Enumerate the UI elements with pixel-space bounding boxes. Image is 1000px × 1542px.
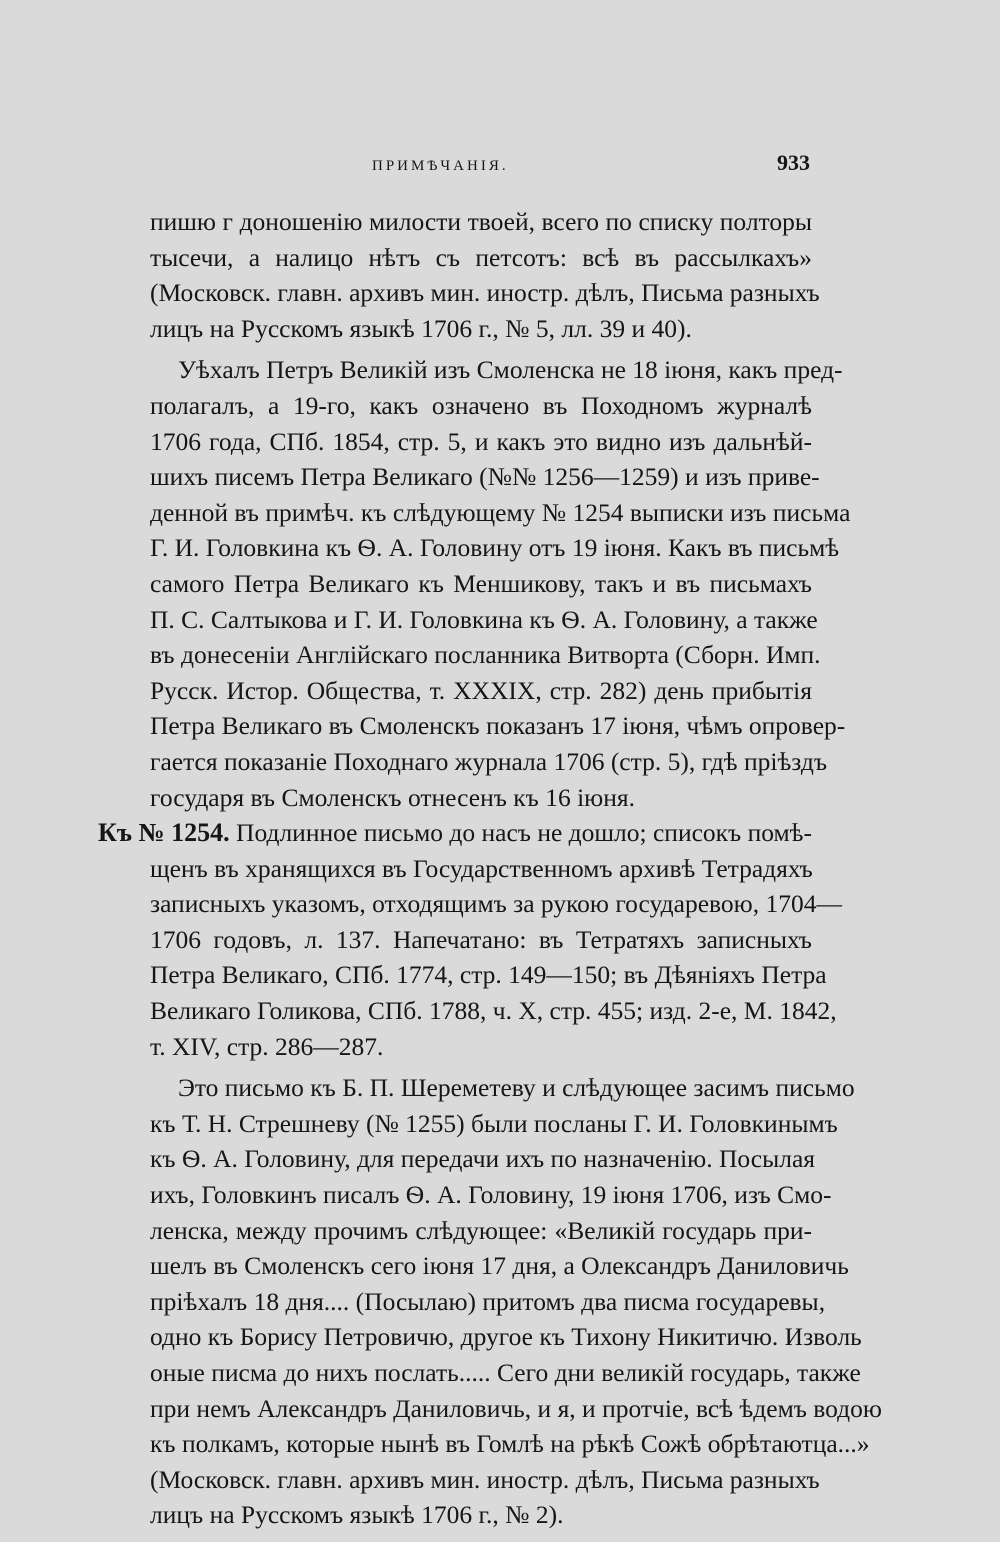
text-line: Это письмо къ Б. П. Шереметеву и слѣдующее засимъ письмо — [178, 1073, 855, 1103]
text-line: одно къ Борису Петровичю, другое къ Тихону Никитичю. Изволь — [150, 1322, 862, 1352]
text-line: Уѣхалъ Петръ Великій изъ Смоленска не 18 іюня, какъ пред- — [178, 355, 843, 385]
text-line: самого Петра Великаго къ Меншикову, такъ и въ письмахъ — [150, 568, 812, 598]
text-line: шелъ въ Смоленскъ сего іюня 17 дня, а Олександръ Даниловичь — [150, 1251, 849, 1281]
text-line: ленска, между прочимъ слѣдующее: «Великій государь при- — [150, 1215, 812, 1245]
text-line: щенъ въ хранящихся въ Государственномъ архивѣ Тетрадяхъ — [150, 853, 813, 883]
text-line: денной въ примѣч. къ слѣдующему № 1254 выписки изъ письма — [150, 497, 851, 527]
text-line: лицъ на Русскомъ языкѣ 1706 г., № 2). — [150, 1500, 564, 1530]
paragraph-continuation — [150, 204, 820, 346]
body-text — [98, 204, 882, 1533]
text-line: при немъ Александръ Даниловичь, и я, и протчіе, всѣ ѣдемъ водою — [150, 1393, 882, 1423]
note-first-text: Подлинное письмо до насъ не дошло; списокъ помѣ- — [236, 818, 813, 848]
paragraph-letter — [150, 1070, 882, 1533]
text-line: гается показаніе Походнаго журнала 1706 (стр. 5), гдѣ пріѣздъ — [150, 746, 828, 776]
text-line: Г. И. Головкина къ Ѳ. А. Головину отъ 19 іюня. Какъ въ письмѣ — [150, 533, 840, 563]
note-first-line — [98, 815, 812, 851]
page-number: 933 — [777, 150, 810, 175]
note-label: Къ № 1254. — [98, 818, 230, 848]
text-line: 1706 года, СПб. 1854, стр. 5, и какъ это видно изъ дальнѣй- — [150, 426, 812, 456]
text-line: Петра Великаго въ Смоленскъ показанъ 17 іюня, чѣмъ опровер- — [150, 711, 846, 741]
text-line: Петра Великаго, СПб. 1774, стр. 149—150; въ Дѣяніяхъ Петра — [150, 960, 827, 990]
text-line: ихъ, Головкинъ писалъ Ѳ. А. Головину, 19 іюня 1706, изъ Смо- — [150, 1180, 832, 1210]
text-line: къ Ѳ. А. Головину, для передачи ихъ по назначенію. Посылая — [150, 1144, 816, 1174]
paragraph-departure — [150, 352, 851, 815]
text-line: (Московск. главн. архивъ мин. иностр. дѣлъ, Письма разныхъ — [150, 1464, 820, 1494]
text-line: къ Т. Н. Стрешневу (№ 1255) были посланы Г. И. Головкинымъ — [150, 1108, 838, 1138]
text-line: къ полкамъ, которые нынѣ въ Гомлѣ на рѣкѣ Сожѣ обрѣтаютца...» — [150, 1429, 870, 1459]
page-header — [150, 150, 814, 180]
text-line: шихъ писемъ Петра Великаго (№№ 1256—1259) и изъ приве- — [150, 462, 820, 492]
text-line: записныхъ указомъ, отходящимъ за рукою государевою, 1704— — [150, 889, 842, 919]
note-1254 — [98, 815, 842, 1064]
text-line: лицъ на Русскомъ языкѣ 1706 г., № 5, лл. 39 и 40). — [150, 313, 692, 343]
text-line: пріѣхалъ 18 дня.... (Посылаю) притомъ два писма государевы, — [150, 1286, 826, 1316]
text-line: т. XIV, стр. 286—287. — [150, 1031, 384, 1061]
text-line: 1706 годовъ, л. 137. Напечатано: въ Тетратяхъ записныхъ — [150, 924, 812, 954]
text-line: оные писма до нихъ послать..... Сего дни великій государь, также — [150, 1358, 861, 1387]
text-line: П. С. Салтыкова и Г. И. Головкина къ Ѳ. А. Головину, а также — [150, 604, 818, 634]
text-line: государя въ Смоленскъ отнесенъ къ 16 іюня. — [150, 782, 635, 812]
text-line: (Московск. главн. архивъ мин. иностр. дѣлъ, Письма разныхъ — [150, 278, 820, 308]
running-head: ПРИМѢЧАНІЯ. — [372, 158, 509, 174]
text-line: въ донесеніи Англійскаго посланника Витворта (Сборн. Имп. — [150, 640, 821, 670]
text-line: Великаго Голикова, СПб. 1788, ч. X, стр. 455; изд. 2-е, М. 1842, — [150, 996, 837, 1026]
text-line: полагалъ, а 19-го, какъ означено въ Походномъ журналѣ — [150, 390, 812, 420]
text-line: тысечи, а налицо нѣтъ съ петсотъ: всѣ въ рассылкахъ» — [150, 242, 812, 272]
text-line: Русск. Истор. Общества, т. XXXIX, стр. 282) день прибытія — [150, 675, 812, 705]
text-line: пишю г доношенію милости твоей, всего по списку полторы — [150, 207, 812, 236]
